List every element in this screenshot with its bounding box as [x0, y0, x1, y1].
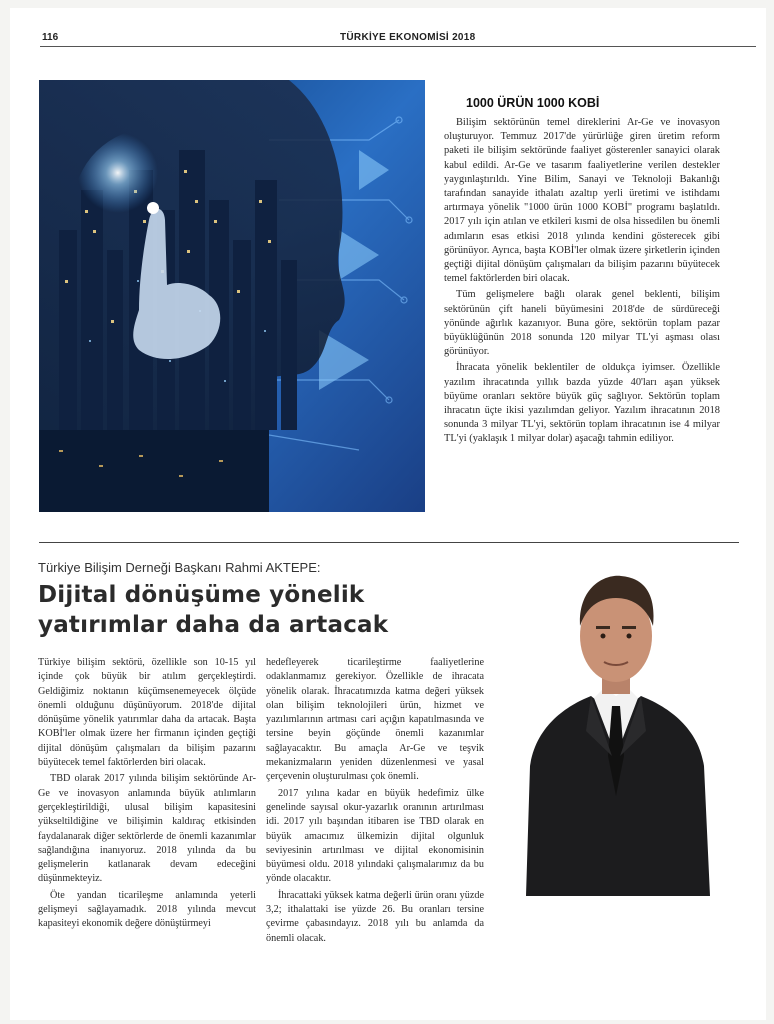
person-portrait-icon [516, 556, 716, 896]
article-column-2 [266, 656, 484, 946]
article-headline [38, 580, 508, 640]
box-paragraph-3: İhracata yönelik beklentiler de oldukça iyimser. Özellikle yazılım ihracatında yıllık bazda yüzde 40'ları aşan yüksek büyüme oranları sektöre büyük güç sağlıyor. Sektörün toplam ihracatın üçte ikisi yazılımdan geliyor. Yazılım ihracatının 2018 sonunda 3 milyar TL'yi, sektörün toplam ihracatının ise 4 milyar TL'yi (yaklaşık 1 milyar dolar) aşacağı tahmin ediliyor. [444, 362, 720, 445]
section-divider [39, 542, 739, 543]
article-paragraph: TBD olarak 2017 yılında bilişim sektöründe Ar-Ge ve inovasyon anlamında büyük atılımların gerçekleştirildiği, ulusal bilişim kapasitesini yükseltildiğine ve bilişimin kaldıraç etkisinden faydalanarak diğer sektörlerde de önemli kazanımlar sağlandığına inanıyoruz. 2018 yılında da bu gelişmelerin katlanarak devam edeceğini düşünmekteyiz. [38, 773, 256, 885]
headline-line-1: Dijital dönüşüme yönelik [38, 582, 365, 608]
box-paragraph-1: Bilişim sektörünün temel direklerini Ar-Ge ve inovasyon oluşturuyor. Temmuz 2017'de yürürlüğe giren üretim reform paketi ile bilişim sektöründe faaliyet gösterenler sanayici olarak kabul edildi. Ar-Ge ve tasarım faaliyetlerine verilen destekler yaygınlaştırıldı. Yine Bilim, Sanayi ve Teknoloji Bakanlığı tarafından sanayide ithalatı azaltıp yerli üretimi ve istihdamı artırmaya yönelik "1000 ürün 1000 KOBİ" programı başlatıldı. 2017 yılı için atılan ve etkileri kısmi de olsa hissedilen bu önemli adımların esas etkisi 2018 yılında kendini gösterecek gibi görünüyor. Ayrıca, başta KOBİ'ler olmak üzere şirketlerin içinden geçtiği dijital dönüşüm çalışmaları da bilişim pazarını büyütecek temel faktörlerden biri olacak. [444, 117, 720, 285]
publication-title: TÜRKİYE EKONOMİSİ 2018 [340, 32, 476, 43]
header-rule [40, 46, 756, 47]
headline-line-2: yatırımlar daha da artacak [38, 612, 389, 638]
article-paragraph: hedefleyerek ticarileştirme faaliyetlerine odaklanmamız gerekiyor. Özellikle de ihracata yönelik olarak. İhracatımızda katma değeri yüksek olan bilişim teknolojileri ürün, hizmet ve yazılımlarının artması cari açığın kapatılmasında ve tersine beyin göçünde önemli kazanımlar sağlayacaktır. Bu amaçla Ar-Ge ve teşvik mekanizmaların yeniden düzenlenmesi ve yasal çerçevenin oluşturulması çok önemli. [266, 657, 484, 783]
page-number: 116 [42, 32, 59, 43]
article-paragraph: Öte yandan ticarileşme anlamında yeterli gelişmeyi sağlayamadık. 2018 yılında mevcut kapasiteyi ekonomik değere dönüştürmeyi [38, 889, 256, 930]
article-paragraph: Türkiye bilişim sektörü, özellikle son 10-15 yıl içinde çok büyük bir atılım gerçekleştirdi. Geldiğimiz noktanın küçümsenemeyecek ölçüde önemli olduğunu düşünüyorum. 2018'de dijital dönüşüme yönelik yatırımlar daha da artacak. Başta KOBİ'ler olmak üzere her firmanın içinden geçtiği dijital dönüşüm çalışmaları da bilişim pazarını büyütecek temel faktörlerden biri olacak. [38, 657, 256, 769]
magazine-page [10, 8, 766, 1020]
article-kicker: Türkiye Bilişim Derneği Başkanı Rahmi AKTEPE: [38, 560, 321, 575]
box-paragraph-2: Tüm gelişmelere bağlı olarak genel beklenti, bilişim sektörünün çift haneli büyümesini 2018'de de sürdüreceği yönünde ağırlık kazanıyor. Buna göre, sektörün toplam pazar büyüklüğünün 2018 sonunda 120 milyar TL'yi aşması olası görünüyor. [444, 289, 720, 358]
digital-city-hand-icon [39, 80, 425, 512]
sidebar-box [444, 96, 720, 447]
portrait-photo [516, 556, 716, 896]
hero-image [39, 80, 425, 512]
article-paragraph: İhracattaki yüksek katma değerli ürün oranı yüzde 3,2; ithalattaki ise yüzde 26. Bu oranları tersine çevirme çabasındayız. 2018 yılı bu anlamda da önemli olacak. [266, 889, 484, 944]
article-column-1 [38, 656, 256, 932]
article-paragraph: 2017 yılına kadar en büyük hedefimiz ülke genelinde sayısal okur-yazarlık oranının artırılması idi. 2017 yılı başından itibaren ise TBD olarak en büyük amacımız ülkemizin dijital olgunluk seviyesinin artırılması ve dijital ekonomisinin büyümesi oldu. 2018 yılındaki çalışmalarımız da bu yönde olacaktır. [266, 787, 484, 885]
box-title: 1000 ÜRÜN 1000 KOBİ [466, 96, 600, 110]
